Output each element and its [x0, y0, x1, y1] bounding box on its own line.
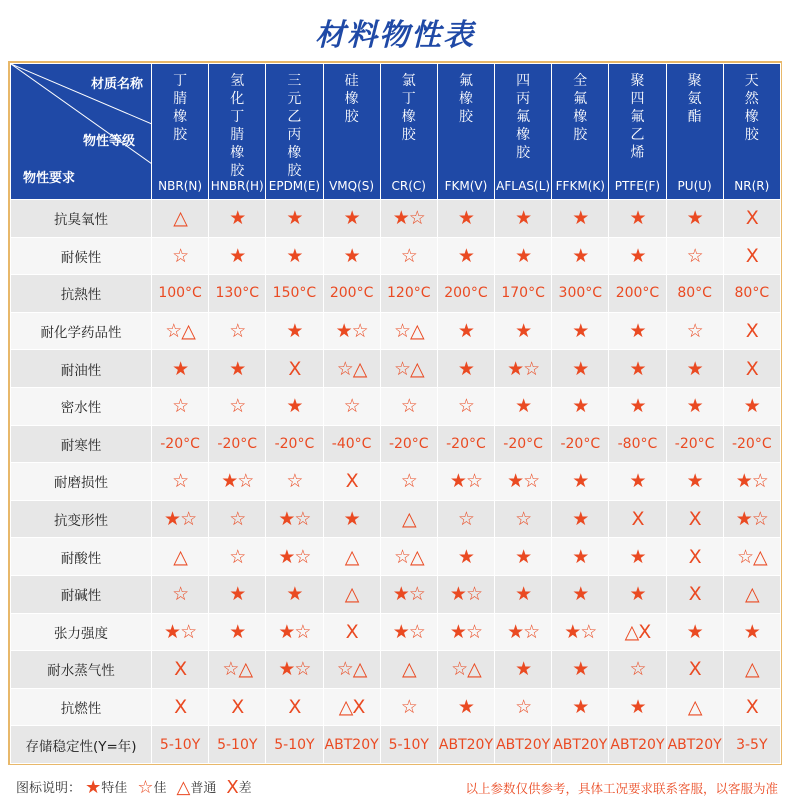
- material-header-aflasl: [495, 64, 552, 200]
- rating-cell: 200°C: [323, 275, 380, 313]
- rating-cell: ★: [609, 688, 666, 726]
- rating-cell: 150°C: [266, 275, 323, 313]
- rating-cell: X: [666, 538, 723, 576]
- material-code: FFKM(K): [555, 179, 605, 193]
- rating-cell: ★: [552, 500, 609, 538]
- material-name-char: 腈: [173, 91, 188, 107]
- property-label: 张力强度: [11, 613, 152, 651]
- rating-cell: 80°C: [666, 275, 723, 313]
- material-name-char: 橡: [573, 109, 588, 125]
- rating-cell: ★: [552, 237, 609, 275]
- material-name-char: 橡: [344, 91, 359, 107]
- rating-cell: ☆: [380, 237, 437, 275]
- table-row: [11, 312, 781, 350]
- legend-item: [137, 777, 167, 798]
- rating-cell: 170°C: [495, 275, 552, 313]
- rating-cell: 120°C: [380, 275, 437, 313]
- rating-cell: ★: [323, 500, 380, 538]
- property-label: 耐寒性: [11, 425, 152, 463]
- rating-cell: ★☆: [552, 613, 609, 651]
- rating-cell: △: [323, 538, 380, 576]
- material-name: [667, 72, 723, 126]
- property-label: 抗臭氧性: [11, 200, 152, 238]
- material-code: AFLAS(L): [496, 179, 551, 193]
- rating-cell: ★: [552, 350, 609, 388]
- rating-cell: ★: [495, 237, 552, 275]
- header-corner-cell: [11, 64, 152, 200]
- rating-cell: ★: [437, 200, 494, 238]
- rating-cell: ★: [666, 613, 723, 651]
- rating-cell: ★: [323, 237, 380, 275]
- rating-cell: ★: [495, 312, 552, 350]
- material-code: VMQ(S): [329, 179, 375, 193]
- table-row: [11, 651, 781, 689]
- material-name-char: 胶: [516, 145, 531, 161]
- rating-cell: ★: [609, 237, 666, 275]
- material-name-char: 烯: [630, 145, 645, 161]
- rating-cell: ★☆: [266, 613, 323, 651]
- property-label: 耐化学药品性: [11, 312, 152, 350]
- rating-cell: ☆△: [380, 312, 437, 350]
- material-name-char: 橡: [173, 109, 188, 125]
- material-name-char: 聚: [687, 73, 702, 89]
- rating-cell: △: [323, 575, 380, 613]
- rating-cell: X: [723, 688, 780, 726]
- legend-item: [85, 777, 128, 798]
- rating-cell: X: [723, 200, 780, 238]
- material-header-epdme: [266, 64, 323, 200]
- rating-cell: 5-10Y: [380, 726, 437, 764]
- rating-cell: ★: [609, 463, 666, 501]
- rating-cell: ★☆: [495, 350, 552, 388]
- legend-text: 特佳: [101, 781, 128, 796]
- rating-cell: ★: [552, 575, 609, 613]
- rating-cell: ☆: [380, 688, 437, 726]
- rating-cell: ☆: [266, 463, 323, 501]
- material-header-ffkmk: [552, 64, 609, 200]
- material-name: [438, 72, 494, 126]
- table-row: [11, 425, 781, 463]
- rating-cell: △X: [609, 613, 666, 651]
- material-name-char: 氢: [230, 73, 245, 89]
- rating-cell: ★: [266, 237, 323, 275]
- rating-cell: X: [666, 500, 723, 538]
- rating-cell: -40°C: [323, 425, 380, 463]
- rating-cell: ☆: [209, 387, 266, 425]
- rating-cell: 100°C: [152, 275, 209, 313]
- rating-cell: ☆: [609, 651, 666, 689]
- rating-cell: -20°C: [437, 425, 494, 463]
- rating-cell: ☆△: [209, 651, 266, 689]
- rating-cell: X: [209, 688, 266, 726]
- material-name-char: 胶: [744, 127, 759, 143]
- rating-cell: ★: [437, 312, 494, 350]
- rating-cell: ☆: [666, 312, 723, 350]
- legend-label: 图标说明：: [16, 781, 82, 796]
- material-name-char: 胶: [230, 163, 245, 179]
- rating-cell: ☆△: [323, 651, 380, 689]
- rating-cell: ☆: [152, 463, 209, 501]
- rating-cell: ★: [209, 350, 266, 388]
- rating-cell: ★: [609, 575, 666, 613]
- material-name-char: 乙: [630, 127, 645, 143]
- rating-cell: -20°C: [266, 425, 323, 463]
- rating-cell: X: [266, 688, 323, 726]
- material-name-char: 橡: [458, 91, 473, 107]
- rating-cell: ★: [495, 538, 552, 576]
- rating-cell: X: [266, 350, 323, 388]
- material-code: CR(C): [391, 179, 426, 193]
- material-code: NR(R): [734, 179, 770, 193]
- material-name-char: 胶: [401, 127, 416, 143]
- rating-cell: ★: [666, 463, 723, 501]
- rating-cell: ABT20Y: [437, 726, 494, 764]
- rating-cell: -20°C: [666, 425, 723, 463]
- rating-cell: ★☆: [266, 538, 323, 576]
- rating-cell: ★: [552, 387, 609, 425]
- rating-cell: X: [723, 350, 780, 388]
- rating-cell: ★: [609, 312, 666, 350]
- material-header-ptfef: [609, 64, 666, 200]
- rating-cell: ★☆: [437, 613, 494, 651]
- table-header-row: [11, 64, 781, 200]
- material-code: NBR(N): [158, 179, 203, 193]
- legend-glyph-icon: X: [226, 777, 239, 798]
- rating-cell: 300°C: [552, 275, 609, 313]
- rating-cell: ★: [152, 350, 209, 388]
- material-name-char: 胶: [287, 163, 302, 179]
- material-name: [266, 72, 322, 180]
- rating-cell: ★: [609, 538, 666, 576]
- material-name-char: 橡: [401, 109, 416, 125]
- rating-cell: 5-10Y: [209, 726, 266, 764]
- material-name-char: 元: [287, 91, 302, 107]
- material-name-char: 酯: [687, 109, 702, 125]
- rating-cell: ★: [437, 237, 494, 275]
- table-row: [11, 275, 781, 313]
- rating-cell: ★: [552, 312, 609, 350]
- table-row: [11, 387, 781, 425]
- rating-cell: △: [152, 538, 209, 576]
- property-label: 抗燃性: [11, 688, 152, 726]
- rating-cell: △X: [323, 688, 380, 726]
- legend-glyph-icon: ☆: [137, 777, 154, 798]
- rating-cell: -20°C: [723, 425, 780, 463]
- page-title: 材料物性表: [315, 18, 475, 53]
- rating-cell: ★: [609, 350, 666, 388]
- legend-item: [176, 777, 217, 798]
- material-header-fkmv: [437, 64, 494, 200]
- rating-cell: △: [380, 500, 437, 538]
- material-header-puu: [666, 64, 723, 200]
- material-name-char: 氟: [630, 109, 645, 125]
- rating-cell: ★: [209, 575, 266, 613]
- material-header-vmqs: [323, 64, 380, 200]
- rating-cell: ★: [437, 688, 494, 726]
- material-name-char: 丁: [401, 91, 416, 107]
- table-row: [11, 688, 781, 726]
- rating-cell: ★: [437, 538, 494, 576]
- rating-cell: ★☆: [380, 200, 437, 238]
- rating-cell: ★: [266, 200, 323, 238]
- material-header-nbrn: [152, 64, 209, 200]
- material-name-char: 天: [744, 73, 759, 89]
- rating-cell: X: [323, 613, 380, 651]
- rating-cell: ☆: [437, 500, 494, 538]
- legend-text: 普通: [190, 781, 217, 796]
- rating-cell: ABT20Y: [495, 726, 552, 764]
- rating-cell: ☆: [209, 538, 266, 576]
- rating-cell: ABT20Y: [323, 726, 380, 764]
- rating-cell: 130°C: [209, 275, 266, 313]
- material-header-nrr: [723, 64, 780, 200]
- material-properties-table: [10, 63, 781, 764]
- material-header-crc: [380, 64, 437, 200]
- rating-cell: ☆△: [437, 651, 494, 689]
- rating-cell: ★: [495, 387, 552, 425]
- rating-cell: △: [380, 651, 437, 689]
- material-name-char: 氯: [401, 73, 416, 89]
- rating-cell: ★☆: [209, 463, 266, 501]
- rating-cell: ☆: [666, 237, 723, 275]
- material-name-char: 橡: [230, 145, 245, 161]
- rating-cell: ☆: [152, 237, 209, 275]
- property-label: 耐磨损性: [11, 463, 152, 501]
- corner-label-material-name: 材质名称: [90, 77, 143, 92]
- rating-cell: ★: [666, 387, 723, 425]
- material-code: EPDM(E): [268, 179, 321, 193]
- disclaimer-note: 以上参数仅供参考，具体工况要求联系客服，以客服为准: [465, 781, 778, 796]
- rating-cell: X: [723, 237, 780, 275]
- rating-cell: ☆: [209, 312, 266, 350]
- material-name-char: 四: [630, 91, 645, 107]
- rating-cell: ★☆: [380, 613, 437, 651]
- rating-cell: ★: [552, 200, 609, 238]
- rating-cell: 200°C: [609, 275, 666, 313]
- legend-text: 差: [238, 781, 252, 796]
- rating-cell: 3-5Y: [723, 726, 780, 764]
- material-name-char: 硅: [344, 73, 359, 89]
- legend-text: 佳: [153, 781, 167, 796]
- rating-cell: ★☆: [437, 463, 494, 501]
- rating-cell: ★☆: [495, 613, 552, 651]
- material-name-char: 化: [230, 91, 245, 107]
- rating-cell: △: [723, 575, 780, 613]
- rating-cell: ABT20Y: [666, 726, 723, 764]
- rating-cell: ★: [495, 651, 552, 689]
- rating-cell: ☆: [209, 500, 266, 538]
- material-name: [324, 72, 380, 126]
- material-name: [609, 72, 665, 162]
- table-body: [11, 200, 781, 764]
- material-name-char: 聚: [630, 73, 645, 89]
- rating-cell: ★: [609, 200, 666, 238]
- legend-glyph-icon: ★: [85, 777, 102, 798]
- rating-cell: ★: [666, 200, 723, 238]
- rating-cell: ★☆: [723, 463, 780, 501]
- rating-cell: ★: [266, 575, 323, 613]
- rating-cell: ☆: [323, 387, 380, 425]
- property-label: 耐水蒸气性: [11, 651, 152, 689]
- material-name-char: 然: [744, 91, 759, 107]
- rating-cell: ☆△: [380, 538, 437, 576]
- rating-cell: X: [152, 651, 209, 689]
- rating-cell: ★☆: [152, 613, 209, 651]
- material-name-char: 胶: [573, 127, 588, 143]
- rating-cell: 200°C: [437, 275, 494, 313]
- material-code: FKM(V): [444, 179, 488, 193]
- material-name-char: 胶: [458, 109, 473, 125]
- rating-cell: ☆: [380, 463, 437, 501]
- rating-cell: ★: [495, 575, 552, 613]
- material-name-char: 氟: [458, 73, 473, 89]
- rating-cell: X: [152, 688, 209, 726]
- material-name: [381, 72, 437, 144]
- rating-cell: 80°C: [723, 275, 780, 313]
- rating-cell: ☆△: [380, 350, 437, 388]
- material-name-char: 四: [516, 73, 531, 89]
- material-code: HNBR(H): [210, 179, 264, 193]
- rating-cell: -20°C: [380, 425, 437, 463]
- rating-cell: ★: [552, 651, 609, 689]
- property-label: 密水性: [11, 387, 152, 425]
- rating-cell: ★: [609, 387, 666, 425]
- corner-label-property-requirement: 物性要求: [23, 171, 76, 186]
- rating-cell: ★☆: [152, 500, 209, 538]
- material-name-char: 乙: [287, 109, 302, 125]
- property-label: 耐碱性: [11, 575, 152, 613]
- corner-label-property-grade: 物性等级: [82, 134, 135, 149]
- rating-cell: ★: [209, 237, 266, 275]
- material-name-char: 腈: [230, 127, 245, 143]
- rating-cell: ☆△: [152, 312, 209, 350]
- material-name-char: 丁: [173, 73, 188, 89]
- material-name-char: 丙: [516, 91, 531, 107]
- rating-cell: ☆: [495, 500, 552, 538]
- material-name-char: 丁: [230, 109, 245, 125]
- property-label: 抗熱性: [11, 275, 152, 313]
- table-row: [11, 350, 781, 388]
- rating-cell: ☆: [152, 387, 209, 425]
- table-row: [11, 463, 781, 501]
- table-row: [11, 613, 781, 651]
- material-name: [724, 72, 780, 144]
- rating-cell: X: [609, 500, 666, 538]
- rating-cell: ★: [552, 538, 609, 576]
- rating-cell: 5-10Y: [152, 726, 209, 764]
- rating-cell: △: [152, 200, 209, 238]
- rating-cell: ABT20Y: [552, 726, 609, 764]
- material-name-char: 三: [287, 73, 302, 89]
- material-name: [209, 72, 265, 180]
- rating-cell: -20°C: [495, 425, 552, 463]
- material-name-char: 丙: [287, 127, 302, 143]
- legend-glyph-icon: △: [176, 777, 191, 798]
- rating-cell: ★: [552, 463, 609, 501]
- legend: [16, 776, 262, 800]
- table-row: [11, 575, 781, 613]
- material-name-char: 胶: [173, 127, 188, 143]
- table-row: [11, 726, 781, 764]
- material-name-char: 全: [573, 73, 588, 89]
- rating-cell: ☆: [152, 575, 209, 613]
- property-label: 耐酸性: [11, 538, 152, 576]
- rating-cell: -20°C: [152, 425, 209, 463]
- rating-cell: ★: [266, 387, 323, 425]
- rating-cell: ★: [266, 312, 323, 350]
- material-name: [152, 72, 208, 144]
- material-name: [552, 72, 608, 144]
- rating-cell: ★: [666, 350, 723, 388]
- material-name-char: 氟: [573, 91, 588, 107]
- rating-cell: ★: [495, 200, 552, 238]
- rating-cell: ★: [323, 200, 380, 238]
- table-row: [11, 500, 781, 538]
- material-name: [495, 72, 551, 162]
- rating-cell: ★☆: [495, 463, 552, 501]
- rating-cell: ★☆: [323, 312, 380, 350]
- material-name-char: 橡: [287, 145, 302, 161]
- rating-cell: -20°C: [209, 425, 266, 463]
- property-label: 抗变形性: [11, 500, 152, 538]
- rating-cell: △: [666, 688, 723, 726]
- rating-cell: X: [666, 575, 723, 613]
- rating-cell: ★: [723, 387, 780, 425]
- material-name-char: 氟: [516, 109, 531, 125]
- rating-cell: -80°C: [609, 425, 666, 463]
- rating-cell: ★: [209, 613, 266, 651]
- rating-cell: ★☆: [380, 575, 437, 613]
- material-name-char: 橡: [516, 127, 531, 143]
- rating-cell: ☆: [437, 387, 494, 425]
- property-label: 耐候性: [11, 237, 152, 275]
- rating-cell: ★☆: [437, 575, 494, 613]
- rating-cell: X: [723, 312, 780, 350]
- rating-cell: ★: [552, 688, 609, 726]
- rating-cell: ABT20Y: [609, 726, 666, 764]
- material-name-char: 橡: [744, 109, 759, 125]
- rating-cell: ★☆: [266, 651, 323, 689]
- material-header-hnbrh: [209, 64, 266, 200]
- rating-cell: ☆: [495, 688, 552, 726]
- rating-cell: X: [323, 463, 380, 501]
- table-row: [11, 200, 781, 238]
- legend-item: [226, 777, 252, 798]
- rating-cell: ★☆: [266, 500, 323, 538]
- material-name-char: 胶: [344, 109, 359, 125]
- rating-cell: ☆: [380, 387, 437, 425]
- rating-cell: ☆△: [323, 350, 380, 388]
- material-code: PU(U): [677, 179, 712, 193]
- rating-cell: ☆△: [723, 538, 780, 576]
- rating-cell: ★: [723, 613, 780, 651]
- property-label: 存储稳定性(Y=年): [11, 726, 152, 764]
- rating-cell: △: [723, 651, 780, 689]
- rating-cell: ★: [209, 200, 266, 238]
- material-name-char: 氨: [687, 91, 702, 107]
- rating-cell: ★: [437, 350, 494, 388]
- material-code: PTFE(F): [614, 179, 661, 193]
- rating-cell: 5-10Y: [266, 726, 323, 764]
- rating-cell: ★☆: [723, 500, 780, 538]
- table-row: [11, 237, 781, 275]
- property-label: 耐油性: [11, 350, 152, 388]
- rating-cell: -20°C: [552, 425, 609, 463]
- rating-cell: X: [666, 651, 723, 689]
- table-row: [11, 538, 781, 576]
